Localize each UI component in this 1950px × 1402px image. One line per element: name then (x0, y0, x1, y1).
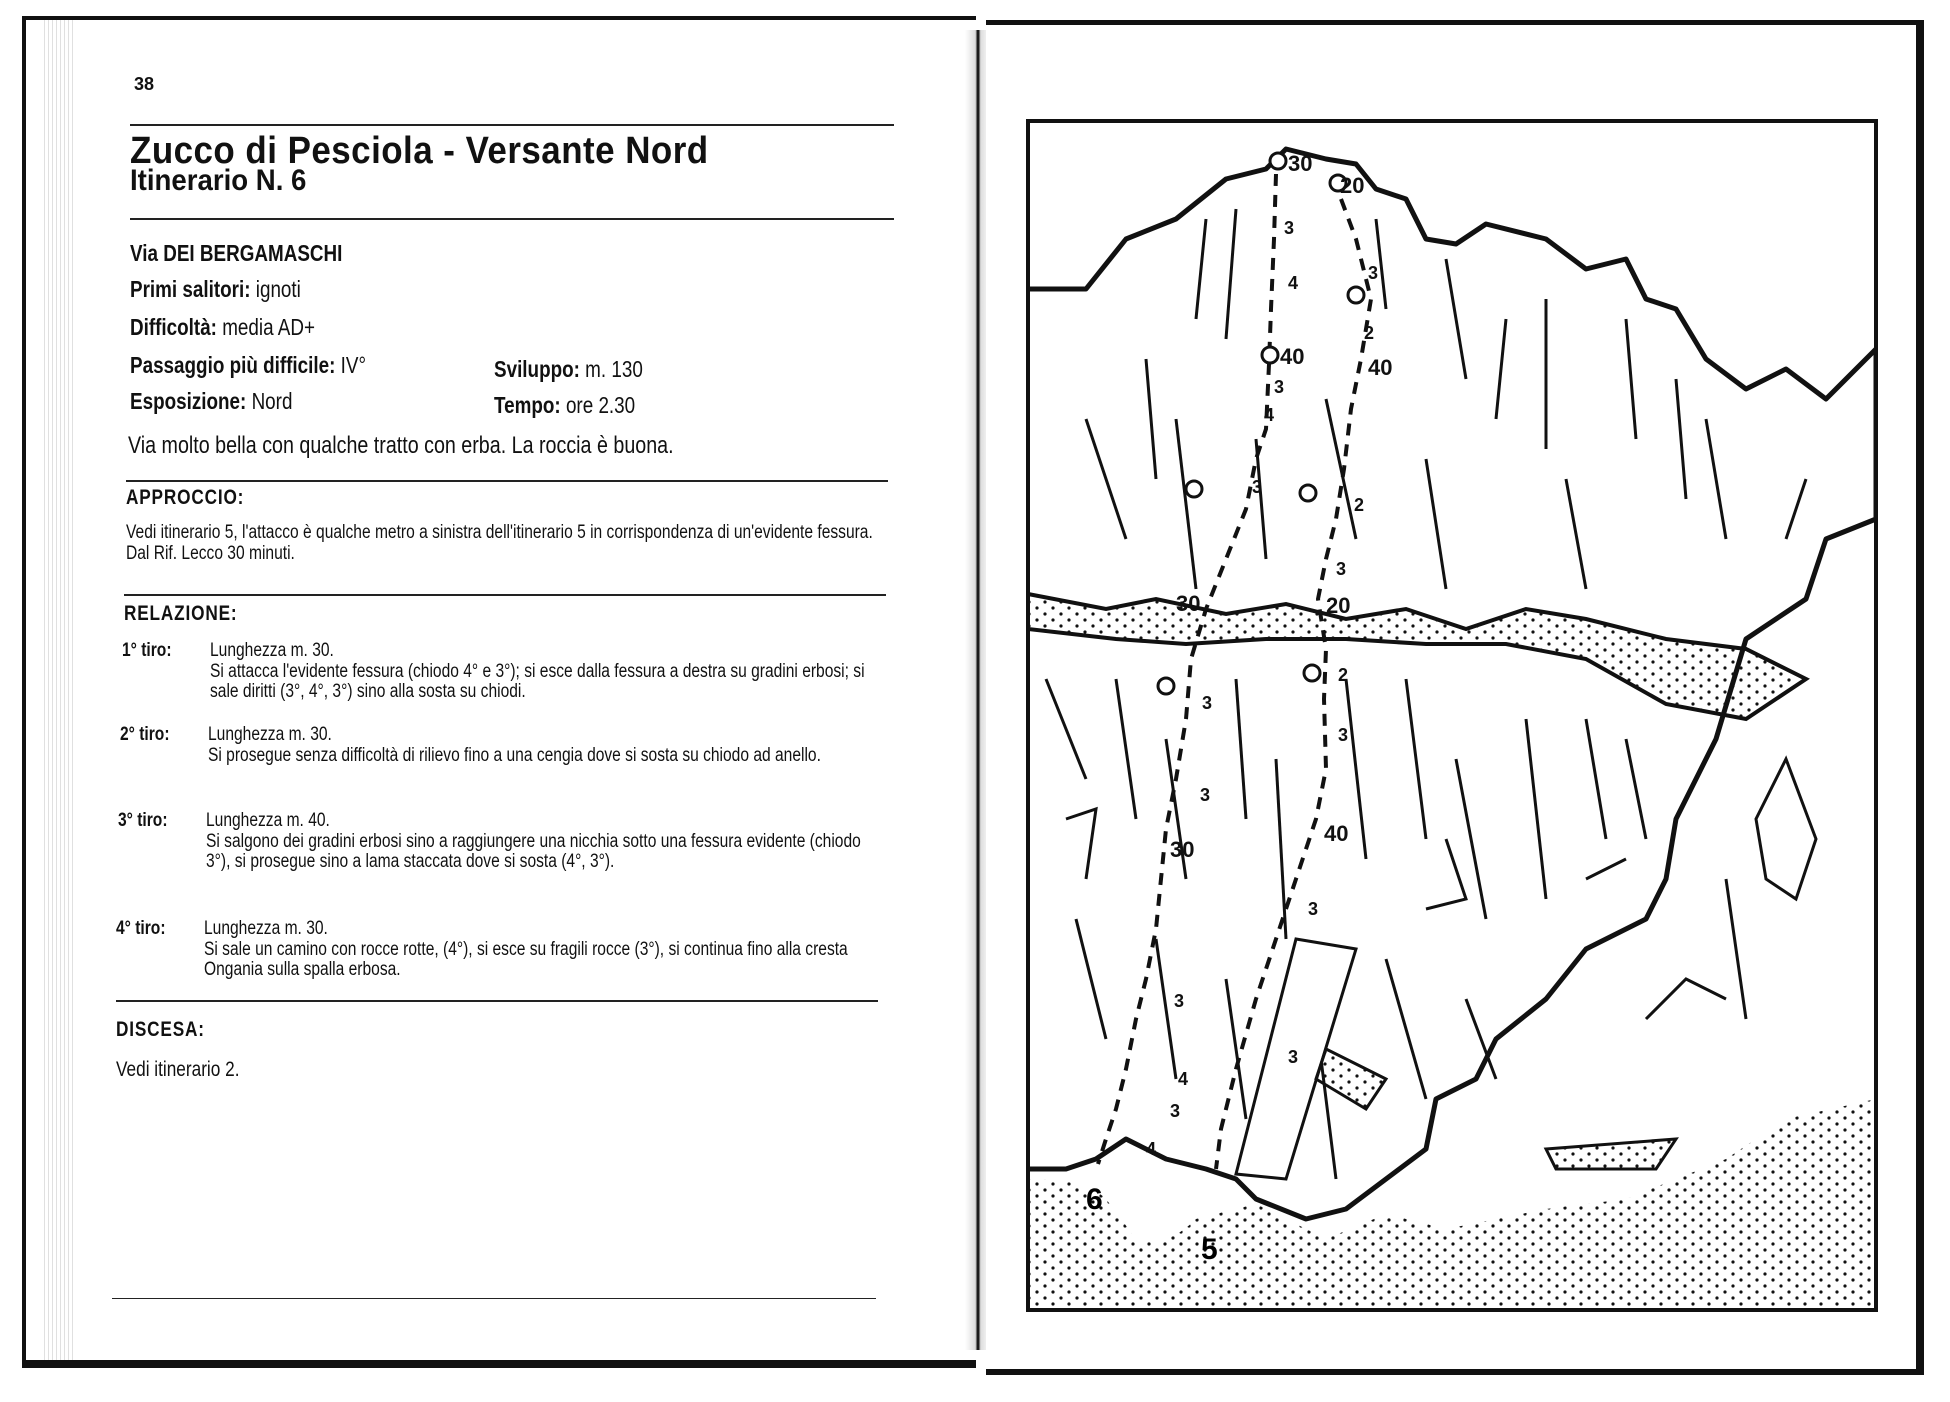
page-number: 38 (134, 74, 155, 94)
route-label: 4 (1264, 405, 1275, 425)
route-label: 3 (1308, 899, 1319, 919)
route-label: 3 (1174, 991, 1185, 1011)
route-label: 30 (1170, 837, 1195, 862)
route-topo-diagram (1026, 119, 1878, 1312)
route-label: 2 (1338, 665, 1349, 685)
route-label: 2 (1354, 495, 1365, 515)
route-name: Via DEI BERGAMASCHI (130, 240, 343, 266)
route-label: 3 (1252, 477, 1263, 497)
field-value: m. 130 (585, 356, 643, 382)
route-number-5: 5 (1201, 1233, 1218, 1266)
field-value: IV° (340, 352, 367, 378)
route-label: 3 (1170, 1101, 1181, 1121)
route-label: 2 (1364, 323, 1375, 343)
approccio-heading: APPROCCIO: (126, 486, 245, 509)
route-label: 3 (1336, 559, 1347, 579)
rule-relazione (124, 594, 886, 596)
pitch-label: 2° tiro: (120, 724, 170, 745)
route-description: Via molto bella con qualche tratto con erba. La roccia è buona. (128, 432, 674, 459)
pitch-length: Lunghezza m. 30. (208, 724, 332, 745)
discesa-text: Vedi itinerario 2. (116, 1058, 240, 1081)
field-sviluppo (494, 356, 643, 383)
route-label: 4 (1288, 273, 1299, 293)
pitch-label: 3° tiro: (118, 810, 168, 831)
route-label: 3 (1202, 693, 1213, 713)
route-label: 30 (1176, 591, 1201, 616)
field-value: media AD+ (222, 314, 315, 340)
discesa-heading: DISCESA: (116, 1018, 205, 1041)
route-label: 4 (1146, 1139, 1157, 1159)
route-number-6: 6 (1086, 1183, 1103, 1216)
field-primi-salitori (130, 276, 301, 303)
route-label: 40 (1324, 821, 1349, 846)
title-rule-top (130, 124, 894, 126)
pitch-description: Si salgono dei gradini erbosi sino a raggiungere una nicchia sotto una fessura evidente (chiodo 3°), si prosegue sino a lama staccata dove si sosta (4°, 3°). (206, 831, 861, 872)
field-value: ignoti (255, 276, 301, 302)
pitch-length: Lunghezza m. 30. (210, 640, 334, 661)
title-rule-bottom (130, 218, 894, 220)
field-label: Passaggio più difficile: (130, 352, 336, 378)
route-label: 3 (1288, 1047, 1299, 1067)
rule-discesa (116, 1000, 878, 1002)
route-label: 3 (1338, 725, 1349, 745)
rule-approccio (126, 480, 888, 482)
route-label: 3 (1274, 377, 1285, 397)
pitch-description: Si sale un camino con rocce rotte, (4°), si esce su fragili rocce (3°), si continua fino alla cresta Ongania sulla spalla erbosa. (204, 939, 848, 980)
pitch-label: 4° tiro: (116, 918, 166, 939)
route-label: 3 (1368, 263, 1379, 283)
footer-rule (112, 1298, 876, 1299)
route-label: 4 (1178, 1069, 1189, 1089)
field-passaggio (130, 352, 366, 379)
field-value: ore 2.30 (565, 392, 636, 418)
field-label: Tempo: (494, 392, 561, 418)
relazione-heading: RELAZIONE: (124, 602, 238, 625)
field-esposizione (130, 388, 292, 415)
route-label: 3 (1284, 218, 1295, 238)
field-tempo (494, 392, 635, 419)
route-label: 40 (1368, 355, 1393, 380)
approccio-text: Vedi itinerario 5, l'attacco è qualche metro a sinistra dell'itinerario 5 in corrispondenza di un'evidente fessura. Dal Rif. Lecco 30 minuti. (126, 522, 873, 564)
field-value: Nord (251, 388, 293, 414)
route-label: 3 (1200, 785, 1211, 805)
page-title: Zucco di Pesciola - Versante Nord (130, 130, 709, 172)
pitch-length: Lunghezza m. 30. (204, 918, 328, 939)
pitch-length: Lunghezza m. 40. (206, 810, 330, 831)
field-label: Difficoltà: (130, 314, 217, 340)
itinerary-subtitle: Itinerario N. 6 (130, 164, 307, 197)
field-label: Esposizione: (130, 388, 247, 414)
route-label: 40 (1280, 344, 1305, 369)
field-label: Sviluppo: (494, 356, 580, 382)
pitch-description: Si attacca l'evidente fessura (chiodo 4° e 3°); si esce dalla fessura a destra su gradini erbosi; si sale diritti (3°, 4°, 3°) sino alla sosta su chiodi. (210, 661, 865, 702)
field-difficolta (130, 314, 315, 341)
pitch-label: 1° tiro: (122, 640, 172, 661)
pitch-description: Si prosegue senza difficoltà di rilievo fino a una cengia dove si sosta su chiodo ad anello. (208, 745, 821, 766)
route-label: 30 (1288, 151, 1313, 176)
field-label: Primi salitori: (130, 276, 251, 302)
route-label: 20 (1340, 173, 1365, 198)
route-label: 20 (1326, 593, 1351, 618)
